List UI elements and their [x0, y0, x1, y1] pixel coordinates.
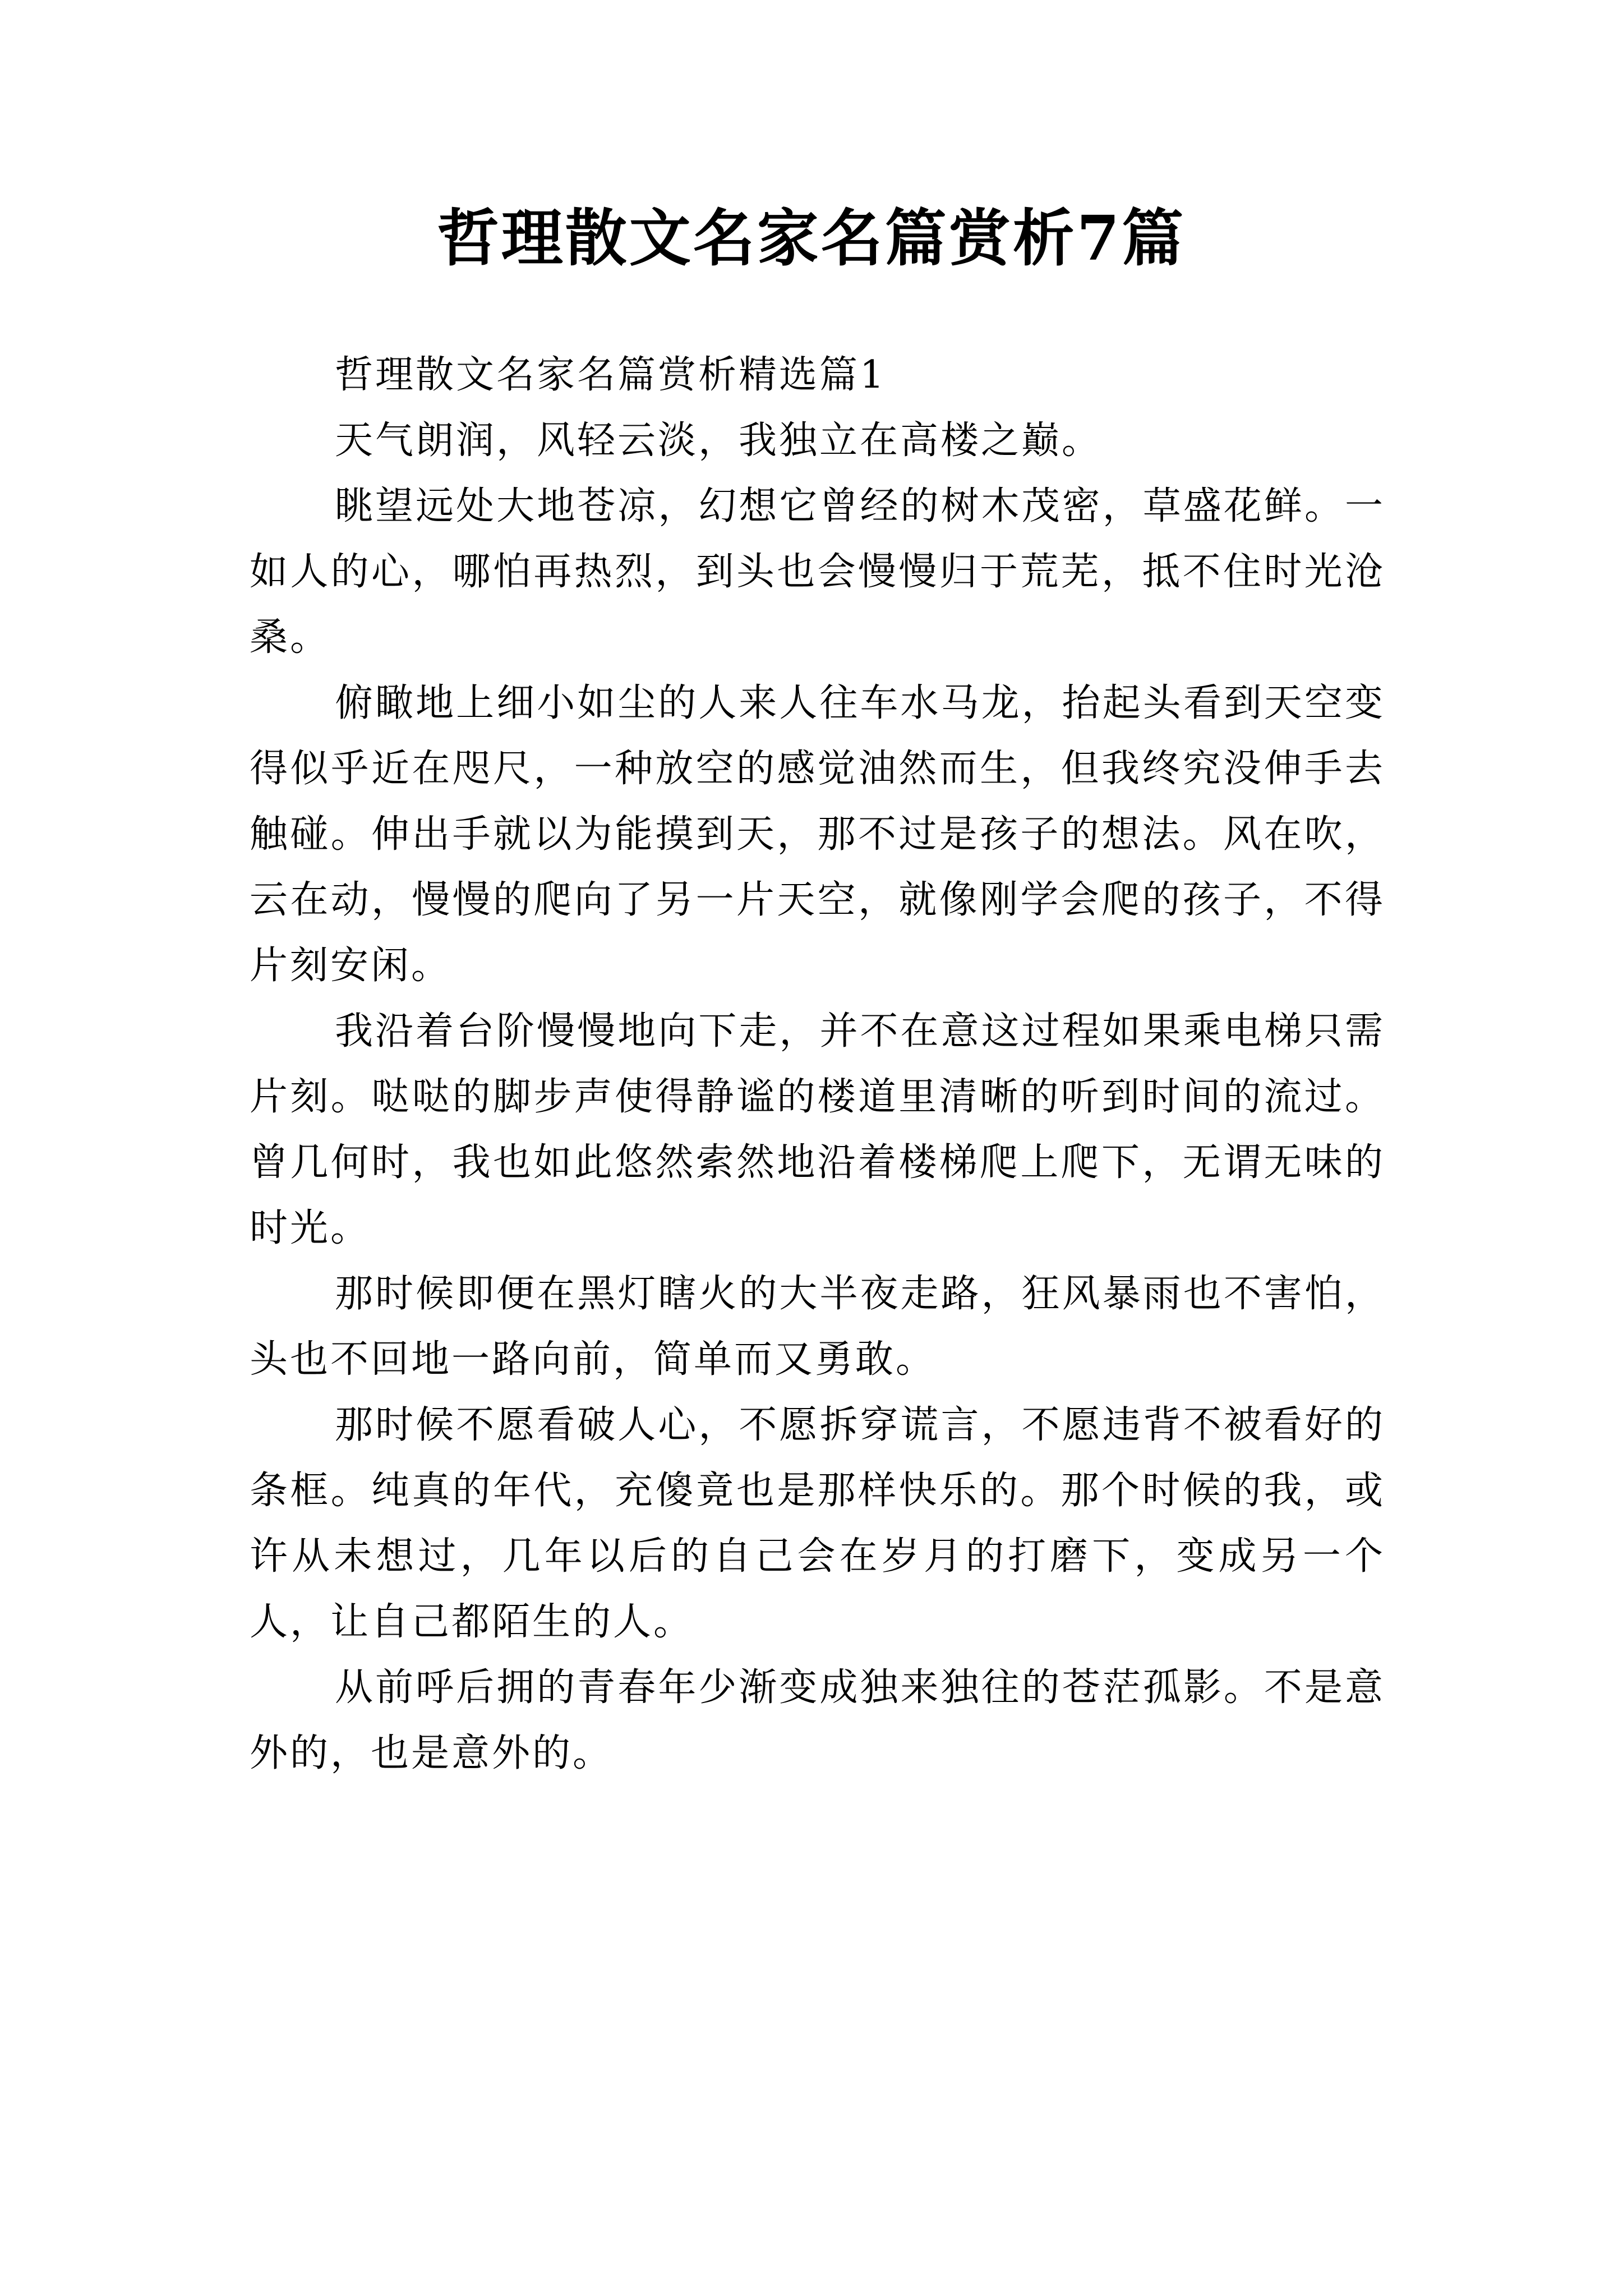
paragraph: 从前呼后拥的青春年少渐变成独来独往的苍茫孤影。不是意外的，也是意外的。	[250, 1665, 1385, 1775]
paragraph: 那时候即便在黑灯瞎火的大半夜走路，狂风暴雨也不害怕，头也不回地一路向前，简单而又勇敢。	[250, 1272, 1385, 1382]
document-body	[250, 342, 1385, 1786]
paragraph: 俯瞰地上细小如尘的人来人往车水马龙，抬起头看到天空变得似乎近在咫尺，一种放空的感觉油然而生，但我终究没伸手去触碰。伸出手就以为能摸到天，那不过是孩子的想法。风在吹，云在动，慢慢的爬向了另一片天空，就像刚学会爬的孩子，不得片刻安闲。	[250, 681, 1385, 988]
paragraph: 天气朗润，风轻云淡，我独立在高楼之巅。	[335, 418, 1103, 463]
paragraph-heading: 哲理散文名家名篇赏析精选篇1	[335, 353, 887, 397]
paragraph: 眺望远处大地苍凉，幻想它曾经的树木茂密，草盛花鲜。一如人的心，哪怕再热烈，到头也会慢慢归于荒芜，抵不住时光沧桑。	[250, 484, 1385, 660]
paragraph: 我沿着台阶慢慢地向下走，并不在意这过程如果乘电梯只需片刻。哒哒的脚步声使得静谧的楼道里清晰的听到时间的流过。曾几何时，我也如此悠然索然地沿着楼梯爬上爬下，无谓无味的时光。	[250, 1009, 1385, 1250]
document-title: 哲理散文名家名篇赏析7篇	[437, 202, 1186, 274]
paragraph: 那时候不愿看破人心，不愿拆穿谎言，不愿违背不被看好的条框。纯真的年代，充傻竟也是那样快乐的。那个时候的我，或许从未想过，几年以后的自己会在岁月的打磨下，变成另一个人，让自己都陌生的人。	[250, 1403, 1385, 1644]
